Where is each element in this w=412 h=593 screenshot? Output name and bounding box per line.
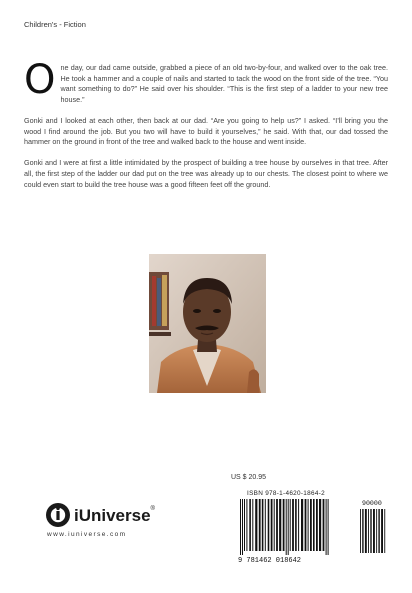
barcode-bar: [384, 509, 385, 553]
barcode-bar: [242, 499, 243, 555]
barcode-bar: [360, 509, 361, 553]
barcode-bar: [252, 499, 253, 551]
drop-cap-letter: O: [24, 57, 56, 103]
barcode-bar: [274, 499, 275, 551]
barcode-bar: [326, 499, 327, 555]
barcode-bar: [249, 499, 251, 551]
barcode-bar: [279, 499, 281, 551]
paragraph-1-text: ne day, our dad came outside, grabbed a piece of an old two-by-four, and walked over to the oak tree. He took a hammer and a couple of nails and started to tack the wood on the front side of the tree. “You want something to do?” He said over his shoulder. “This is the first step of a ladder to your new tree house.”: [60, 63, 388, 104]
isbn-barcode: [236, 497, 391, 564]
excerpt-paragraph-2: Gonki and I looked at each other, then back at our dad. “Are you going to help us?” I asked. “I’ll bring you the wood I find around the job. But you two will have to build it yourselves,” he said. With that, our dad tossed the hammer on the ground in front of the tree and walked back to the house and went inside.: [24, 115, 388, 147]
barcode-graphic: [236, 497, 391, 564]
publisher-name-text: iUniverse: [74, 506, 151, 525]
barcode-bar: [308, 499, 309, 551]
barcode-bar: [295, 499, 297, 551]
barcode-bar: [373, 509, 375, 553]
barcode-price-code: 90000: [362, 500, 382, 507]
barcode-number: 9 781462 018642: [238, 557, 302, 564]
barcode-bar: [286, 499, 287, 555]
barcode-bar: [298, 499, 299, 551]
barcode-bar: [313, 499, 315, 551]
iuniverse-logo-icon: [45, 502, 71, 528]
barcode-bar: [268, 499, 270, 551]
barcode-bar: [262, 499, 264, 551]
author-photo: [149, 254, 266, 393]
publisher-name: [74, 506, 155, 526]
barcode-bar: [246, 499, 247, 551]
barcode-bar: [259, 499, 261, 551]
barcode-bar: [310, 499, 312, 551]
barcode-bar: [381, 509, 383, 553]
publisher-url[interactable]: www.iuniverse.com: [47, 531, 127, 538]
barcode-bar: [290, 499, 291, 551]
barcode-bar: [376, 509, 377, 553]
barcode-bar: [288, 499, 289, 555]
barcode-bar: [265, 499, 266, 551]
isbn-label: ISBN 978-1-4620-1864-2: [247, 490, 326, 497]
barcode-bar: [316, 499, 318, 551]
author-photo-image: [149, 254, 266, 393]
barcode-bar: [362, 509, 363, 553]
registered-mark: ®: [150, 506, 155, 512]
barcode-bar: [255, 499, 257, 551]
barcode-bar: [323, 499, 325, 551]
barcode-bar: [276, 499, 278, 551]
excerpt-text: [24, 57, 388, 201]
barcode-bar: [365, 509, 367, 553]
barcode-bar: [378, 509, 379, 553]
excerpt-paragraph-1: [24, 57, 388, 105]
barcode-bar: [319, 499, 321, 551]
barcode-bar: [244, 499, 245, 551]
barcode-bar: [370, 509, 371, 553]
barcode-bar: [271, 499, 273, 551]
barcode-bar: [368, 509, 369, 553]
barcode-bar: [301, 499, 303, 551]
price-label: US $ 20.95: [231, 474, 267, 481]
excerpt-paragraph-3: Gonki and I were at first a little intimidated by the prospect of building a tree house by ourselves in that tree. After all, the first step of the ladder our dad put on the tree was already up to our chests. The closest point to where we could even start to build the tree house was a good fifteen feet off the ground.: [24, 158, 388, 189]
barcode-bar: [328, 499, 329, 555]
barcode-bar: [305, 499, 307, 551]
category-label: Children's - Fiction: [24, 20, 86, 29]
barcode-bar: [240, 499, 241, 555]
barcode-bar: [292, 499, 294, 551]
barcode-bar: [283, 499, 285, 551]
